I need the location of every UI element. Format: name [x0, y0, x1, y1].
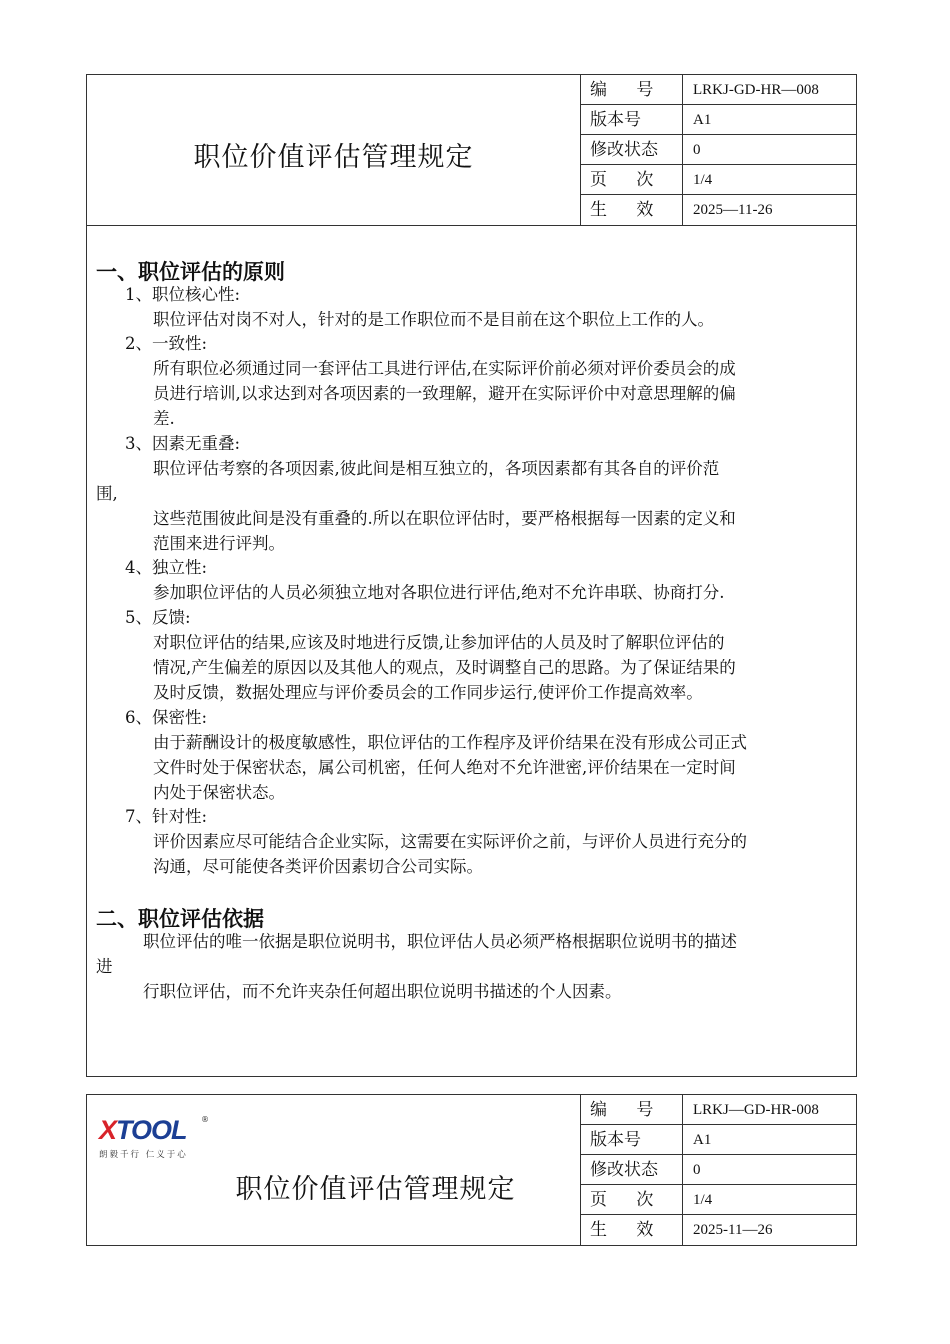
- registered-mark: ®: [201, 1115, 209, 1124]
- meta-value: LRKJ-GD-HR—008: [693, 82, 819, 98]
- meta-value: 0: [693, 142, 701, 158]
- meta-label: 编 号: [581, 75, 683, 104]
- paragraph-line: 情况,产生偏差的原因以及其他人的观点，及时调整自己的思路。为了保证结果的: [153, 658, 736, 677]
- paragraph-line: 职位评估的唯一依据是职位说明书，职位评估人员必须严格根据职位说明书的描述: [143, 932, 737, 951]
- paragraph-line: 评价因素应尽可能结合企业实际，这需要在实际评价之前，与评价人员进行充分的: [153, 832, 747, 851]
- paragraph-line: 及时反馈，数据处理应与评价委员会的工作同步运行,使评价工作提高效率。: [153, 683, 703, 702]
- paragraph-line: 职位评估对岗不对人，针对的是工作职位而不是目前在这个职位上工作的人。: [153, 310, 714, 329]
- document-title: 职位价值评估管理规定: [87, 75, 581, 225]
- item-title: 1、职位核心性:: [125, 285, 241, 304]
- meta-value: 2025-11—26: [693, 1222, 773, 1238]
- meta-label: 生 效: [581, 1215, 683, 1245]
- document-header-table: [86, 74, 857, 226]
- section-heading: 一、职位评估的原则: [96, 260, 285, 284]
- paragraph-line: 参加职位评估的人员必须独立地对各职位进行评估,绝对不允许串联、协商打分.: [153, 583, 725, 602]
- meta-value: A1: [693, 112, 712, 128]
- paragraph-line: 进: [96, 957, 113, 976]
- logo-wordmark: XTOOL: [99, 1115, 187, 1145]
- meta-value: 2025—11-26: [693, 202, 773, 218]
- meta-row-number: [581, 75, 856, 105]
- item-title: 2、一致性:: [125, 334, 208, 353]
- meta-label: 编 号: [581, 1095, 683, 1124]
- meta-value: 1/4: [693, 1192, 713, 1208]
- meta-label: 页 次: [581, 1185, 683, 1214]
- section-heading: 二、职位评估依据: [96, 907, 264, 931]
- meta-row-version: [581, 105, 856, 135]
- header-meta: [581, 1095, 856, 1245]
- paragraph-line: 文件时处于保密状态，属公司机密，任何人绝对不允许泄密,评价结果在一定时间: [153, 758, 736, 777]
- document-title: 职位价值评估管理规定: [87, 1095, 581, 1245]
- meta-value: A1: [693, 1132, 712, 1148]
- meta-row-effective: [581, 195, 856, 225]
- meta-row-version: [581, 1125, 856, 1155]
- paragraph-line: 沟通，尽可能使各类评价因素切合公司实际。: [153, 857, 483, 876]
- meta-row-page: [581, 165, 856, 195]
- item-title: 5、反馈:: [125, 608, 191, 627]
- next-page-header-table: [86, 1094, 857, 1246]
- item-title: 6、保密性:: [125, 708, 208, 727]
- item-title: 4、独立性:: [125, 558, 208, 577]
- meta-label: 版本号: [581, 105, 683, 134]
- paragraph-line: 由于薪酬设计的极度敏感性，职位评估的工作程序及评价结果在没有形成公司正式: [153, 733, 747, 752]
- meta-label: 生 效: [581, 195, 683, 225]
- paragraph-line: 内处于保密状态。: [153, 783, 285, 802]
- meta-row-revision: [581, 1155, 856, 1185]
- meta-value: LRKJ—GD-HR-008: [693, 1102, 819, 1118]
- meta-label: 版本号: [581, 1125, 683, 1154]
- meta-row-revision: [581, 135, 856, 165]
- company-logo: [99, 1115, 209, 1165]
- meta-label: 页 次: [581, 165, 683, 194]
- paragraph-line: 所有职位必须通过同一套评估工具进行评估,在实际评价前必须对评价委员会的成: [153, 359, 736, 378]
- item-title: 7、针对性:: [125, 807, 208, 826]
- meta-row-number: [581, 1095, 856, 1125]
- logo-slogan: 朗毅千行 仁义于心: [99, 1150, 188, 1160]
- paragraph-line: 职位评估考察的各项因素,彼此间是相互独立的，各项因素都有其各自的评价范: [153, 459, 720, 478]
- meta-row-effective: [581, 1215, 856, 1245]
- meta-label: 修改状态: [581, 135, 683, 164]
- meta-value: 0: [693, 1162, 701, 1178]
- meta-value: 1/4: [693, 172, 713, 188]
- meta-label: 修改状态: [581, 1155, 683, 1184]
- paragraph-line: 这些范围彼此间是没有重叠的.所以在职位评估时，要严格根据每一因素的定义和: [153, 509, 736, 528]
- header-meta: [581, 75, 856, 225]
- paragraph-line: 范围来进行评判。: [153, 534, 285, 553]
- paragraph-line: 对职位评估的结果,应该及时地进行反馈,让参加评估的人员及时了解职位评估的: [153, 633, 725, 652]
- paragraph-line: 员进行培训,以求达到对各项因素的一致理解，避开在实际评价中对意思理解的偏: [153, 384, 736, 403]
- paragraph-line: 围,: [96, 484, 118, 503]
- paragraph-line: 行职位评估，而不允许夹杂任何超出职位说明书描述的个人因素。: [143, 982, 622, 1001]
- meta-row-page: [581, 1185, 856, 1215]
- item-title: 3、因素无重叠:: [125, 434, 241, 453]
- paragraph-line: 差.: [153, 409, 175, 428]
- document-body: [86, 226, 857, 1077]
